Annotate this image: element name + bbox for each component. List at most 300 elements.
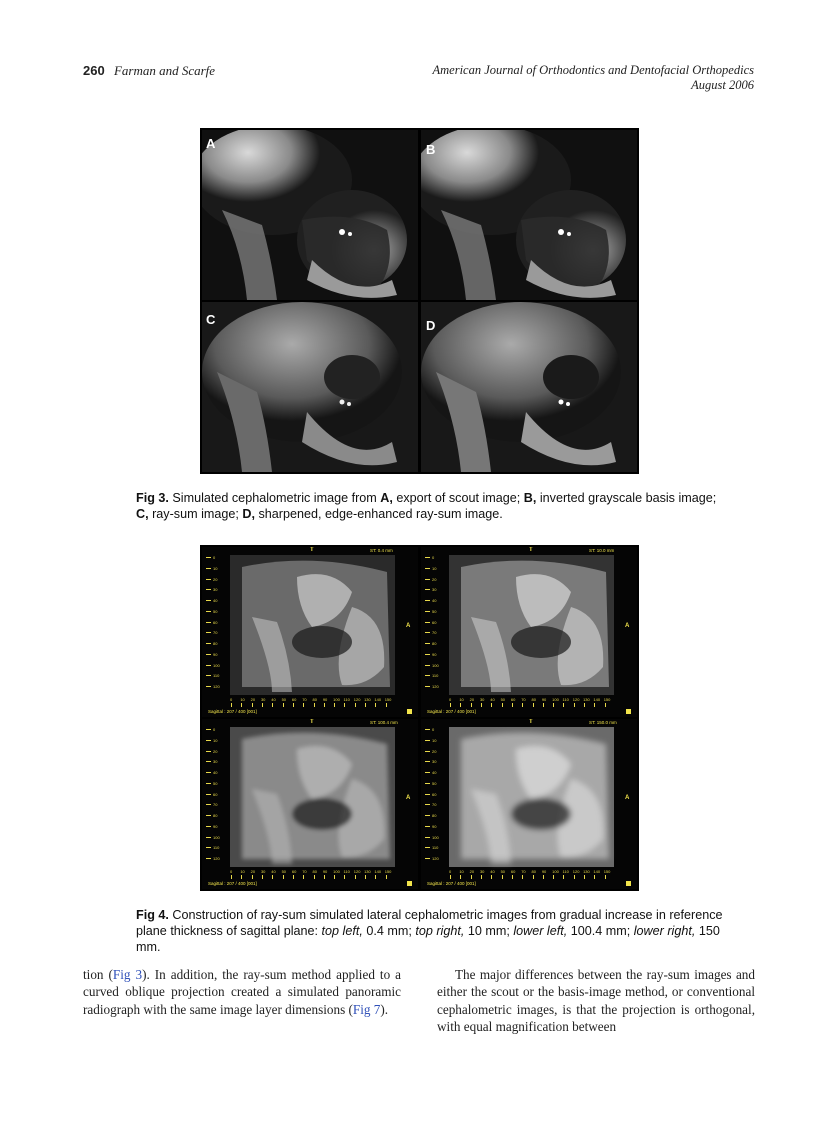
ruler-tick	[231, 703, 232, 707]
ruler-tick-label: 50	[500, 869, 506, 874]
ruler-tick	[605, 703, 606, 707]
ruler-tick	[471, 703, 472, 707]
ruler-tick	[206, 772, 211, 773]
panel-label-b: B	[426, 142, 436, 157]
ruler-tick-label: 70	[432, 802, 437, 808]
caption-text: 150 mm.	[136, 924, 720, 954]
ruler-tick-label: 90	[432, 651, 437, 657]
orientation-marker-top: T	[310, 547, 314, 553]
ruler-tick-label: 110	[432, 845, 439, 851]
ruler-tick	[252, 875, 253, 879]
ruler-tick	[206, 858, 211, 859]
ruler-tick	[241, 703, 242, 707]
xray-panel-c	[202, 302, 418, 472]
ruler-tick	[425, 600, 430, 601]
slice-thickness-label: ST: 150.0 mm	[589, 720, 617, 725]
caption-label: Fig 4.	[136, 908, 169, 922]
ruler-tick-label: 70	[213, 630, 218, 636]
caption-panel-ref: lower right,	[633, 924, 696, 938]
ruler-tick	[206, 589, 211, 590]
ruler-tick	[206, 665, 211, 666]
ruler-tick-label: 130	[364, 697, 371, 702]
ruler-tick	[425, 837, 430, 838]
ruler-tick	[262, 875, 263, 879]
sagittal-plane-label: Sagittal : 207 / 400 [001]	[208, 881, 257, 886]
ruler-tick-label: 90	[541, 697, 547, 702]
ruler-tick-label: 30	[479, 869, 485, 874]
caption-text: export of scout image;	[392, 491, 524, 505]
ruler-tick-label: 30	[213, 587, 218, 593]
ruler-tick-label: 50	[213, 780, 218, 786]
ruler-tick	[355, 703, 356, 707]
xray-image-d	[421, 302, 637, 472]
ruler-tick	[206, 611, 211, 612]
ruler-tick-label: 10	[213, 737, 218, 743]
panel-label-d: D	[426, 318, 436, 333]
orientation-marker-side: A	[625, 623, 630, 629]
ruler-tick-label: 70	[521, 869, 526, 874]
figure-4	[200, 545, 639, 891]
body-column-left	[83, 966, 401, 1018]
figure-3-caption	[136, 490, 726, 522]
ruler-tick-label: 80	[312, 697, 317, 702]
ruler-tick	[502, 875, 503, 879]
ruler-tick-label: 30	[213, 759, 218, 765]
ruler-tick	[533, 703, 534, 707]
caption-panel-ref: top left,	[321, 924, 363, 938]
ruler-tick-label: 120	[213, 856, 220, 862]
ruler-tick	[574, 703, 575, 707]
caption-panel-ref: A,	[380, 491, 393, 505]
ruler-tick-label: 0	[449, 697, 452, 702]
ruler-tick-label: 70	[521, 697, 526, 702]
ruler-tick-label: 60	[510, 869, 516, 874]
ruler-tick-label: 140	[593, 697, 601, 702]
ruler-tick-label: 110	[343, 697, 350, 702]
ruler-tick	[450, 703, 451, 707]
caption-panel-ref: B,	[523, 491, 537, 505]
ruler-tick	[206, 600, 211, 601]
ruler-tick-label: 30	[260, 869, 266, 874]
ruler-tick	[425, 643, 430, 644]
ruler-tick	[293, 703, 294, 707]
ruler-tick-label: 20	[432, 748, 437, 754]
ruler-tick	[425, 794, 430, 795]
panel-marker-square	[407, 709, 412, 714]
ruler-tick	[543, 703, 544, 707]
ruler-tick-label: 0	[213, 555, 216, 560]
ruler-tick	[206, 826, 211, 827]
body-text: tion (	[83, 967, 113, 982]
ruler-tick	[425, 815, 430, 816]
ruler-tick-label: 120	[213, 684, 220, 690]
ruler-tick	[481, 875, 482, 879]
ruler-tick-label: 140	[374, 697, 382, 702]
xray-panel-b	[421, 130, 637, 300]
ruler-tick-label: 30	[432, 587, 437, 593]
ruler-tick-label: 130	[583, 869, 590, 874]
ruler-tick-label: 100	[552, 697, 559, 702]
ruler-tick	[355, 875, 356, 879]
ct-panel	[421, 719, 637, 889]
ruler-tick-label: 80	[531, 697, 536, 702]
ruler-tick	[206, 815, 211, 816]
ruler-tick-label: 20	[432, 576, 437, 582]
ruler-tick-label: 140	[374, 869, 382, 874]
ruler-tick-label: 0	[230, 869, 233, 874]
ruler-tick	[425, 804, 430, 805]
ruler-tick	[252, 703, 253, 707]
ruler-tick-label: 20	[213, 748, 218, 754]
ruler-tick-label: 30	[260, 697, 266, 702]
ruler-tick	[594, 875, 595, 879]
ruler-tick	[272, 875, 273, 879]
orientation-marker-top: T	[310, 719, 314, 725]
ruler-tick	[425, 761, 430, 762]
ruler-tick-label: 60	[432, 619, 437, 625]
ruler-tick-label: 90	[322, 697, 328, 702]
ruler-tick-label: 80	[432, 641, 437, 647]
ruler-tick	[272, 703, 273, 707]
ruler-tick-label: 10	[240, 697, 245, 702]
ruler-tick-label: 10	[240, 869, 245, 874]
panel-marker-square	[407, 881, 412, 886]
ruler-tick-label: 30	[432, 759, 437, 765]
ruler-tick-label: 80	[213, 641, 218, 647]
ruler-tick-label: 100	[333, 869, 340, 874]
ruler-tick	[553, 875, 554, 879]
sagittal-plane-label: Sagittal : 207 / 400 [001]	[427, 881, 476, 886]
ruler-tick	[206, 794, 211, 795]
sagittal-plane-label: Sagittal : 207 / 400 [001]	[427, 709, 476, 714]
ruler-tick-label: 150	[384, 697, 392, 702]
ruler-tick	[206, 654, 211, 655]
ruler-tick	[324, 703, 325, 707]
ruler-tick-label: 90	[541, 869, 547, 874]
ruler-tick	[206, 729, 211, 730]
ruler-tick-label: 10	[459, 697, 464, 702]
ruler-tick	[206, 632, 211, 633]
ruler-tick-label: 110	[213, 673, 220, 679]
ruler-tick-label: 50	[432, 780, 437, 786]
ruler-tick-label: 60	[213, 619, 218, 625]
ct-image	[202, 547, 418, 717]
page-number: 260	[83, 63, 105, 78]
ruler-tick	[543, 875, 544, 879]
running-header-right	[433, 63, 755, 93]
ruler-tick	[460, 875, 461, 879]
panel-label-c: C	[206, 312, 216, 327]
ruler-tick-label: 150	[603, 869, 611, 874]
ruler-tick	[425, 772, 430, 773]
ct-image	[421, 719, 637, 889]
xray-panel-a	[202, 130, 418, 300]
ruler-tick-label: 120	[432, 856, 439, 862]
slice-thickness-label: ST: 0.4 mm	[370, 548, 393, 553]
ruler-tick	[206, 740, 211, 741]
ruler-tick-label: 140	[593, 869, 601, 874]
caption-panel-ref: D,	[242, 507, 255, 521]
ruler-tick-label: 0	[230, 697, 233, 702]
body-text: ). In addition, the ray-sum method applied to a curved oblique projection created a simulated panoramic radiograph with the same image layer dimensions (	[83, 967, 402, 1017]
ruler-tick-label: 90	[213, 823, 218, 829]
xray-panel-d	[421, 302, 637, 472]
ct-panel	[202, 547, 418, 717]
slice-thickness-label: ST: 10.0 mm	[589, 548, 615, 553]
figure-link[interactable]: Fig 7	[352, 1001, 381, 1017]
body-text: ).	[380, 1001, 389, 1017]
ruler-tick-label: 60	[213, 791, 218, 797]
figure-link[interactable]: Fig 3	[112, 967, 143, 982]
ct-panel	[202, 719, 418, 889]
ruler-tick	[206, 557, 211, 558]
ruler-tick	[460, 703, 461, 707]
orientation-marker-side: A	[406, 623, 411, 629]
panel-marker-square	[626, 709, 631, 714]
ruler-tick-label: 150	[384, 869, 392, 874]
issue-date: August 2006	[691, 78, 754, 92]
ruler-tick-label: 0	[213, 727, 216, 732]
ruler-tick-label: 110	[562, 869, 569, 874]
caption-text: 10 mm;	[464, 924, 514, 938]
journal-title: American Journal of Orthodontics and Dentofacial Orthopedics	[432, 63, 754, 77]
ruler-tick-label: 80	[432, 813, 437, 819]
ruler-tick-label: 90	[432, 823, 437, 829]
running-header-left	[83, 63, 215, 79]
vertical-ruler	[206, 555, 224, 695]
ruler-tick	[512, 875, 513, 879]
caption-text: Construction of ray-sum simulated lateral cephalometric images from gradual increase in reference plane thickness of sagittal plane:	[136, 908, 723, 938]
ruler-tick	[206, 783, 211, 784]
ruler-tick-label: 40	[432, 598, 437, 604]
ruler-tick-label: 70	[213, 802, 218, 808]
ruler-tick-label: 70	[432, 630, 437, 636]
ruler-tick	[375, 703, 376, 707]
ct-panel	[421, 547, 637, 717]
ruler-tick-label: 150	[603, 697, 611, 702]
ruler-tick	[605, 875, 606, 879]
ruler-tick-label: 40	[432, 770, 437, 776]
ruler-tick-label: 100	[432, 834, 439, 840]
ruler-tick	[533, 875, 534, 879]
ruler-tick	[386, 875, 387, 879]
ruler-tick	[334, 703, 335, 707]
ruler-tick	[206, 847, 211, 848]
orientation-marker-top: T	[529, 547, 533, 553]
ruler-tick-label: 110	[213, 845, 220, 851]
caption-panel-ref: C,	[136, 507, 149, 521]
ruler-tick-label: 110	[432, 673, 439, 679]
ruler-tick-label: 130	[364, 869, 371, 874]
ruler-tick	[206, 568, 211, 569]
ruler-tick	[365, 703, 366, 707]
ruler-tick-label: 60	[291, 869, 297, 874]
ruler-tick	[206, 686, 211, 687]
ruler-tick	[563, 703, 564, 707]
caption-text: 0.4 mm;	[362, 924, 416, 938]
ruler-tick	[553, 703, 554, 707]
caption-text: ray-sum image;	[148, 507, 243, 521]
ruler-tick	[425, 632, 430, 633]
vertical-ruler	[425, 555, 443, 695]
ruler-tick-label: 20	[250, 869, 256, 874]
ruler-tick-label: 20	[213, 576, 218, 582]
ruler-tick-label: 50	[281, 869, 287, 874]
ruler-tick	[314, 703, 315, 707]
caption-text: inverted grayscale basis image;	[536, 491, 717, 505]
ruler-tick-label: 30	[479, 697, 485, 702]
ruler-tick	[314, 875, 315, 879]
caption-text: Simulated cephalometric image from	[168, 491, 381, 505]
ruler-tick	[491, 875, 492, 879]
ruler-tick-label: 50	[213, 608, 218, 614]
ruler-tick	[365, 875, 366, 879]
ruler-tick	[512, 703, 513, 707]
panel-marker-square	[626, 881, 631, 886]
ruler-tick	[324, 875, 325, 879]
ruler-tick-label: 80	[312, 869, 317, 874]
ruler-tick-label: 40	[213, 598, 218, 604]
sagittal-plane-label: Sagittal : 207 / 400 [001]	[208, 709, 257, 714]
ruler-tick	[502, 703, 503, 707]
ruler-tick-label: 120	[572, 697, 580, 702]
figure-3	[200, 128, 639, 474]
ruler-tick-label: 10	[432, 737, 437, 743]
ruler-tick	[425, 858, 430, 859]
ruler-tick	[425, 579, 430, 580]
ruler-tick	[206, 761, 211, 762]
ruler-tick-label: 50	[432, 608, 437, 614]
ruler-tick-label: 40	[271, 697, 276, 702]
ruler-tick	[471, 875, 472, 879]
ruler-tick-label: 40	[271, 869, 276, 874]
ruler-tick	[262, 703, 263, 707]
ruler-tick-label: 100	[552, 869, 559, 874]
ruler-tick	[584, 703, 585, 707]
ruler-tick	[206, 751, 211, 752]
ruler-tick	[584, 875, 585, 879]
ruler-tick-label: 10	[213, 565, 218, 571]
ct-image	[421, 547, 637, 717]
ruler-tick-label: 10	[432, 565, 437, 571]
body-column-right	[437, 966, 755, 1035]
body-paragraph	[83, 966, 401, 1018]
ruler-tick-label: 120	[353, 869, 361, 874]
ruler-tick	[425, 665, 430, 666]
ruler-tick-label: 120	[353, 697, 361, 702]
vertical-ruler	[206, 727, 224, 867]
ruler-tick-label: 60	[291, 697, 297, 702]
ruler-tick	[425, 622, 430, 623]
ruler-tick	[425, 783, 430, 784]
ruler-tick	[563, 875, 564, 879]
ruler-tick-label: 100	[213, 834, 220, 840]
ruler-tick	[425, 568, 430, 569]
orientation-marker-side: A	[406, 795, 411, 801]
ruler-tick-label: 60	[510, 697, 516, 702]
ruler-tick-label: 120	[432, 684, 439, 690]
caption-label: Fig 3.	[136, 491, 169, 505]
ruler-tick	[522, 875, 523, 879]
ruler-tick	[450, 875, 451, 879]
ruler-tick	[303, 703, 304, 707]
ruler-tick	[425, 557, 430, 558]
ruler-tick	[283, 703, 284, 707]
ruler-tick-label: 100	[213, 662, 220, 668]
ruler-tick	[344, 703, 345, 707]
ruler-tick	[334, 875, 335, 879]
xray-image-a	[202, 130, 418, 300]
ruler-tick	[386, 703, 387, 707]
caption-text: 100.4 mm;	[567, 924, 634, 938]
ruler-tick-label: 120	[572, 869, 580, 874]
xray-image-b	[421, 130, 637, 300]
ruler-tick	[206, 579, 211, 580]
ruler-tick-label: 50	[281, 697, 287, 702]
ruler-tick-label: 40	[490, 869, 495, 874]
panel-label-a: A	[206, 136, 216, 151]
ruler-tick	[425, 589, 430, 590]
ruler-tick-label: 60	[432, 791, 437, 797]
ruler-tick-label: 20	[469, 697, 475, 702]
ruler-tick-label: 40	[490, 697, 495, 702]
ruler-tick-label: 40	[213, 770, 218, 776]
ruler-tick	[425, 751, 430, 752]
caption-text: sharpened, edge-enhanced ray-sum image.	[254, 507, 503, 521]
ruler-tick-label: 110	[562, 697, 569, 702]
ruler-tick	[344, 875, 345, 879]
ruler-tick	[481, 703, 482, 707]
ruler-tick	[491, 703, 492, 707]
ct-image	[202, 719, 418, 889]
ruler-tick	[425, 654, 430, 655]
slice-thickness-label: ST: 100.4 mm	[370, 720, 398, 725]
ruler-tick	[206, 643, 211, 644]
ruler-tick	[425, 675, 430, 676]
ruler-tick	[375, 875, 376, 879]
ruler-tick-label: 0	[432, 555, 435, 560]
ruler-tick	[206, 837, 211, 838]
ruler-tick	[425, 611, 430, 612]
running-authors: Farman and Scarfe	[113, 63, 216, 78]
orientation-marker-top: T	[529, 719, 533, 725]
ruler-tick	[206, 804, 211, 805]
ruler-tick-label: 100	[432, 662, 439, 668]
ruler-tick-label: 110	[343, 869, 350, 874]
ruler-tick-label: 0	[449, 869, 452, 874]
ruler-tick	[522, 703, 523, 707]
ruler-tick-label: 80	[531, 869, 536, 874]
ruler-tick	[293, 875, 294, 879]
ruler-tick	[425, 686, 430, 687]
ruler-tick	[425, 740, 430, 741]
ruler-tick-label: 90	[322, 869, 328, 874]
ruler-tick	[206, 675, 211, 676]
caption-panel-ref: lower left,	[513, 924, 568, 938]
ruler-tick	[425, 847, 430, 848]
body-paragraph: The major differences between the ray-sum images and either the scout or the basis-image method, or conventional cephalometric images, is that the projection is orthogonal, with equal magnification between	[437, 967, 755, 1034]
ruler-tick	[303, 875, 304, 879]
ruler-tick-label: 70	[302, 869, 307, 874]
ruler-tick-label: 50	[500, 697, 506, 702]
ruler-tick	[594, 703, 595, 707]
ruler-tick	[425, 826, 430, 827]
orientation-marker-side: A	[625, 795, 630, 801]
ruler-tick-label: 10	[459, 869, 464, 874]
ruler-tick	[283, 875, 284, 879]
caption-panel-ref: top right,	[415, 924, 465, 938]
ruler-tick	[231, 875, 232, 879]
